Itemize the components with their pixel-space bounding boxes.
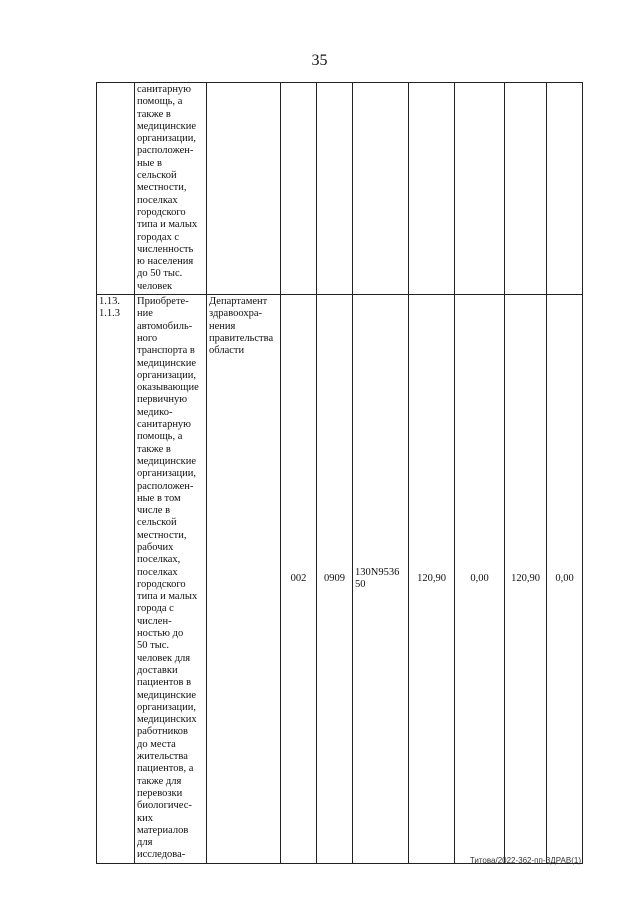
cell-rzpr <box>317 83 353 295</box>
cell-total <box>409 83 455 295</box>
cell-total: 120,90 <box>409 295 455 864</box>
cell-csr <box>353 83 409 295</box>
cell-executor <box>207 83 281 295</box>
cell-federal <box>455 83 505 295</box>
cell-regional: 120,90 <box>505 295 547 864</box>
cell-number: 1.13. 1.1.3 <box>97 295 135 864</box>
cell-event-name: санитарную помощь, а также в медицинские организации, расположен- ные в сельской местности, поселках городского типа и малых городах с численность ю населения до 50 тыс. человек <box>135 83 207 295</box>
cell-number <box>97 83 135 295</box>
cell-other: 0,00 <box>547 295 583 864</box>
cell-rzpr: 0909 <box>317 295 353 864</box>
cell-csr: 130N9536 50 <box>353 295 409 864</box>
page-number: 35 <box>311 52 328 69</box>
cell-federal: 0,00 <box>455 295 505 864</box>
cell-regional <box>505 83 547 295</box>
cell-event-name: Приобрете- ние автомобиль- ного транспорта в медицинские организации, оказывающие первичную медико- санитарную помощь, а также в медицинские организации, расположен- ные в том числе в сельской местности, рабочих поселках, поселках городского типа и малых города с числен- ностью до 50 тыс. человек для доставки пациентов в медицинские организации, медицинских работников до места жительства пациентов, а также для перевозки биологичес- ких материалов для исследова- <box>135 295 207 864</box>
cell-grbs: 002 <box>281 295 317 864</box>
cell-other <box>547 83 583 295</box>
table-row-continuation <box>97 83 583 295</box>
budget-table <box>96 82 583 864</box>
cell-executor: Департамент здравоохра- нения правительства области <box>207 295 281 864</box>
document-code: Титова/2022-362-пп-ЗДРАВ(1) <box>469 856 581 865</box>
table-row-1-13-1-1-3 <box>97 295 583 864</box>
cell-grbs <box>281 83 317 295</box>
